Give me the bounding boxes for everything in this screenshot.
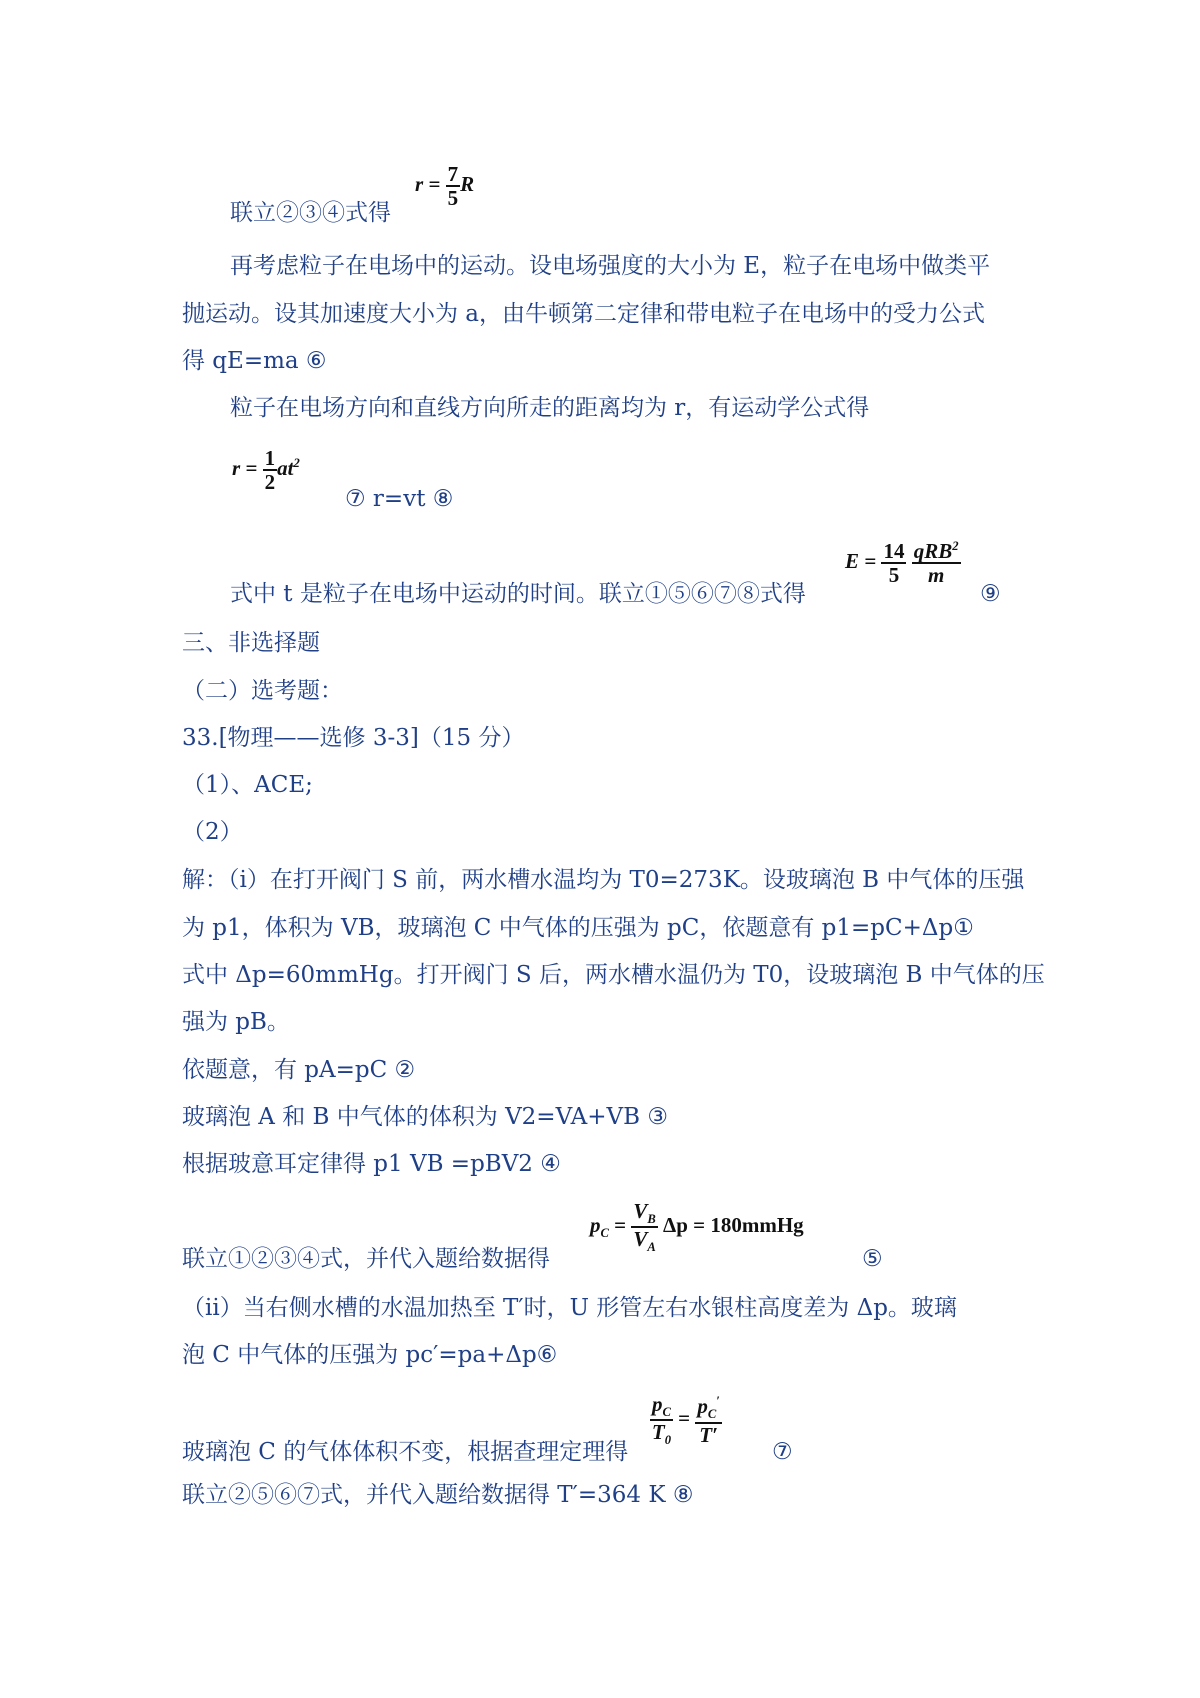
fraction: $\frac{V_B}{V_A}$: [633, 1199, 656, 1255]
denominator: 5: [888, 563, 900, 588]
numerator: 1: [264, 446, 276, 470]
circled-5: ⑤: [862, 1246, 883, 1272]
formula-pC: $p_C$ = $\frac{V_B}{V_A}$ Δp = 180mmHg: [590, 1199, 804, 1255]
formula-r-half-at2: [232, 447, 300, 493]
text-line-4: 得 qE=ma ⑥: [182, 348, 327, 374]
text-line-23: 玻璃泡 C 的气体体积不变，根据查理定理得: [182, 1439, 629, 1465]
text-line-19: 根据玻意耳定律得 p1 VB =pBV2 ④: [182, 1151, 561, 1177]
section-heading: 三、非选择题: [182, 630, 320, 656]
fraction-coefficient: [881, 540, 906, 586]
text-line-13: 解：（i）在打开阀门 S 前，两水槽水温均为 T0=273K。设玻璃泡 B 中气体的压强: [182, 867, 1025, 893]
text-line-24: 联立②⑤⑥⑦式，并代入题给数据得 T′=364 K ⑧: [182, 1482, 694, 1508]
fraction: [263, 447, 278, 493]
formula-rhs: at: [277, 455, 294, 480]
formula-charles: $\frac{p_C}{T_0}$ = $\frac{p_C'}{T'}$: [651, 1392, 720, 1448]
text-line-22: 泡 C 中气体的压强为 pc′=pa+Δp⑥: [182, 1342, 558, 1368]
exponent: 2: [952, 539, 959, 553]
denominator: 5: [447, 186, 459, 211]
formula-E: [845, 540, 961, 586]
formula-lhs: r =: [232, 455, 258, 480]
text-line-21: （ii）当右侧水槽的水温加热至 T′时，U 形管左右水银柱高度差为 Δp。玻璃: [182, 1295, 957, 1321]
text-line-5: 粒子在电场方向和直线方向所走的距离均为 r，有运动学公式得: [230, 395, 870, 421]
text-line-16: 强为 pB。: [182, 1009, 290, 1035]
formula-rhs: R: [460, 171, 475, 196]
numerator: V: [633, 1199, 648, 1223]
text-line-12: （2）: [182, 819, 243, 845]
text-line-18: 玻璃泡 A 和 B 中气体的体积为 V2=VA+VB ③: [182, 1104, 668, 1130]
formula-r-7-5-R: [415, 163, 474, 209]
text-line-11: （1）、ACE;: [182, 772, 313, 798]
numerator: qRB: [913, 539, 953, 563]
numerator: 14: [883, 539, 905, 563]
numerator: 7: [447, 162, 459, 186]
fraction-left: $\frac{p_C}{T_0}$: [651, 1392, 672, 1448]
denominator: m: [927, 563, 945, 588]
denominator: 2: [264, 470, 276, 495]
fraction-variables: [912, 540, 961, 586]
fraction: [446, 163, 461, 209]
text-line-7: 式中 t 是粒子在电场中运动的时间。联立①⑤⑥⑦⑧式得: [230, 581, 806, 607]
formula-rhs: Δp = 180mmHg: [663, 1213, 804, 1238]
text-line-2: 再考虑粒子在电场中的运动。设电场强度的大小为 E，粒子在电场中做类平: [230, 253, 991, 279]
text-line-6: ⑦ r=vt ⑧: [345, 486, 454, 512]
circled-9: ⑨: [980, 581, 1001, 607]
denominator: V: [633, 1227, 648, 1252]
formula-lhs: $p_C$: [590, 1213, 609, 1241]
exponent: 2: [293, 455, 300, 470]
text-line-17: 依题意，有 pA=pC ②: [182, 1057, 416, 1083]
text-line-14: 为 p1，体积为 VB，玻璃泡 C 中气体的压强为 pC，依题意有 p1=pC+Δp①: [182, 915, 974, 941]
text-line-10: 33.[物理——选修 3-3]（15 分）: [182, 725, 525, 751]
text-line-3: 抛运动。设其加速度大小为 a，由牛顿第二定律和带电粒子在电场中的受力公式: [182, 301, 986, 327]
text-line-9: （二）选考题：: [182, 678, 343, 704]
text-line-1: 联立②③④式得: [230, 200, 391, 226]
text-line-15: 式中 Δp=60mmHg。打开阀门 S 后，两水槽水温仍为 T0，设玻璃泡 B 中气体的压: [182, 962, 1045, 988]
text-line-20: 联立①②③④式，并代入题给数据得: [182, 1246, 550, 1272]
formula-lhs: E =: [845, 548, 877, 573]
formula-lhs: r =: [415, 171, 441, 196]
fraction-right: $\frac{p_C'}{T'}$: [697, 1394, 720, 1447]
circled-7: ⑦: [772, 1439, 793, 1465]
